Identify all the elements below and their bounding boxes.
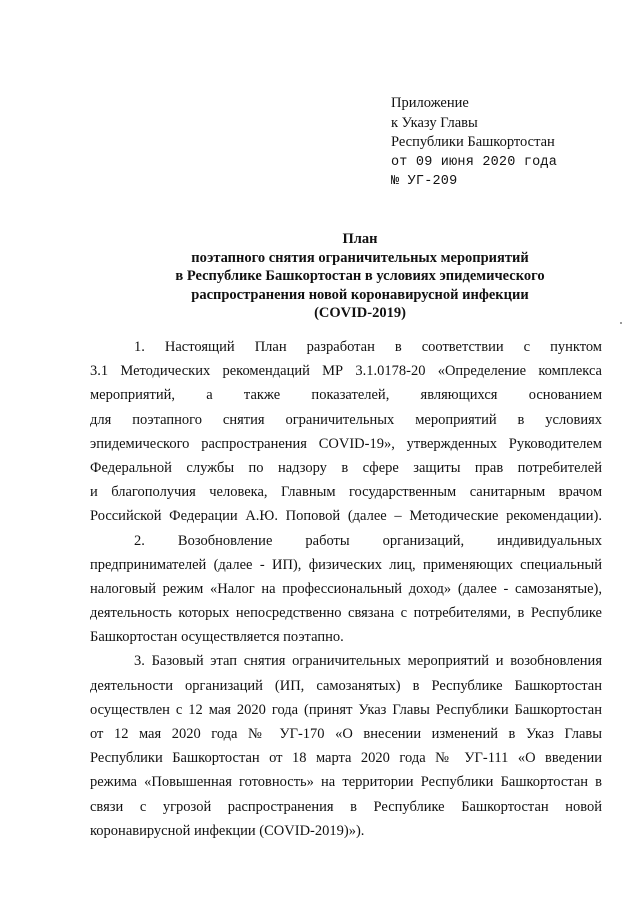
paragraph-line: 3. Базовый этап снятия ограничительных мероприятий и возобновления: [134, 653, 602, 670]
paragraph-line: 3.1 Методических рекомендаций МР 3.1.0178-20 «Определение комплекса: [90, 363, 602, 380]
paragraph-line: Республики Башкортостан от 18 марта 2020 года № УГ-111 «О введении: [90, 750, 602, 767]
document-body: [90, 335, 602, 843]
paragraph-line: Российской Федерации А.Ю. Поповой (далее – Методические рекомендации).: [90, 508, 602, 525]
paragraph-3: [90, 649, 602, 843]
appendix-date: от 09 июня 2020 года: [391, 154, 558, 170]
scan-speck: [620, 322, 622, 324]
paragraph-line: для поэтапного снятия ограничительных мероприятий в условиях: [90, 411, 602, 428]
appendix-republic: Республики Башкортостан: [391, 134, 555, 150]
title-line-3: распространения новой коронавирусной инфекции: [191, 286, 529, 303]
paragraph-line: и благополучия человека, Главным государственным санитарным врачом: [90, 484, 602, 501]
paragraph-line: деятельности организаций (ИП, самозанятых) в Республике Башкортостан: [90, 677, 602, 694]
paragraph-line: Башкортостан осуществляется поэтапно.: [90, 629, 344, 646]
paragraph-line: осуществлен с 12 мая 2020 года (принят Указ Главы Республики Башкортостан: [90, 701, 602, 718]
document-title: [120, 230, 600, 323]
title-heading: План: [342, 231, 378, 247]
paragraph-line: налоговый режим «Налог на профессиональный доход» (далее - самозанятые),: [90, 580, 602, 597]
title-line-4: (COVID-2019): [314, 305, 406, 321]
paragraph-line: коронавирусной инфекции (COVID-2019)»).: [90, 822, 365, 839]
paragraph-line: предпринимателей (далее - ИП), физических лиц, применяющих специальный: [90, 556, 602, 573]
paragraph-line: деятельность которых непосредственно связана с потребителями, в Республике: [90, 605, 602, 622]
paragraph-line: эпидемического распространения COVID-19», утвержденных Руководителем: [90, 435, 602, 452]
appendix-number: № УГ-209: [391, 174, 458, 189]
paragraph-line: режима «Повышенная готовность» на территории Республики Башкортостан в: [90, 774, 602, 791]
paragraph-line: мероприятий, а также показателей, являющихся основанием: [90, 387, 602, 404]
paragraph-line: от 12 мая 2020 года № УГ-170 «О внесении изменений в Указ Главы: [90, 726, 602, 742]
paragraph-2: [90, 529, 602, 650]
title-line-2: в Республике Башкортостан в условиях эпидемического: [175, 268, 545, 284]
appendix-label: Приложение: [391, 95, 469, 111]
paragraph-line: 2. Возобновление работы организаций, индивидуальных: [134, 532, 602, 549]
paragraph-1: [90, 335, 602, 529]
appendix-decree-ref: к Указу Главы: [391, 114, 478, 131]
paragraph-line: 1. Настоящий План разработан в соответствии с пунктом: [134, 339, 602, 355]
paragraph-line: связи с угрозой распространения в Республике Башкортостан новой: [90, 798, 602, 815]
appendix-block: [391, 94, 557, 192]
title-line-1: поэтапного снятия ограничительных мероприятий: [191, 249, 529, 266]
paragraph-line: Федеральной службы по надзору в сфере защиты прав потребителей: [90, 459, 602, 476]
